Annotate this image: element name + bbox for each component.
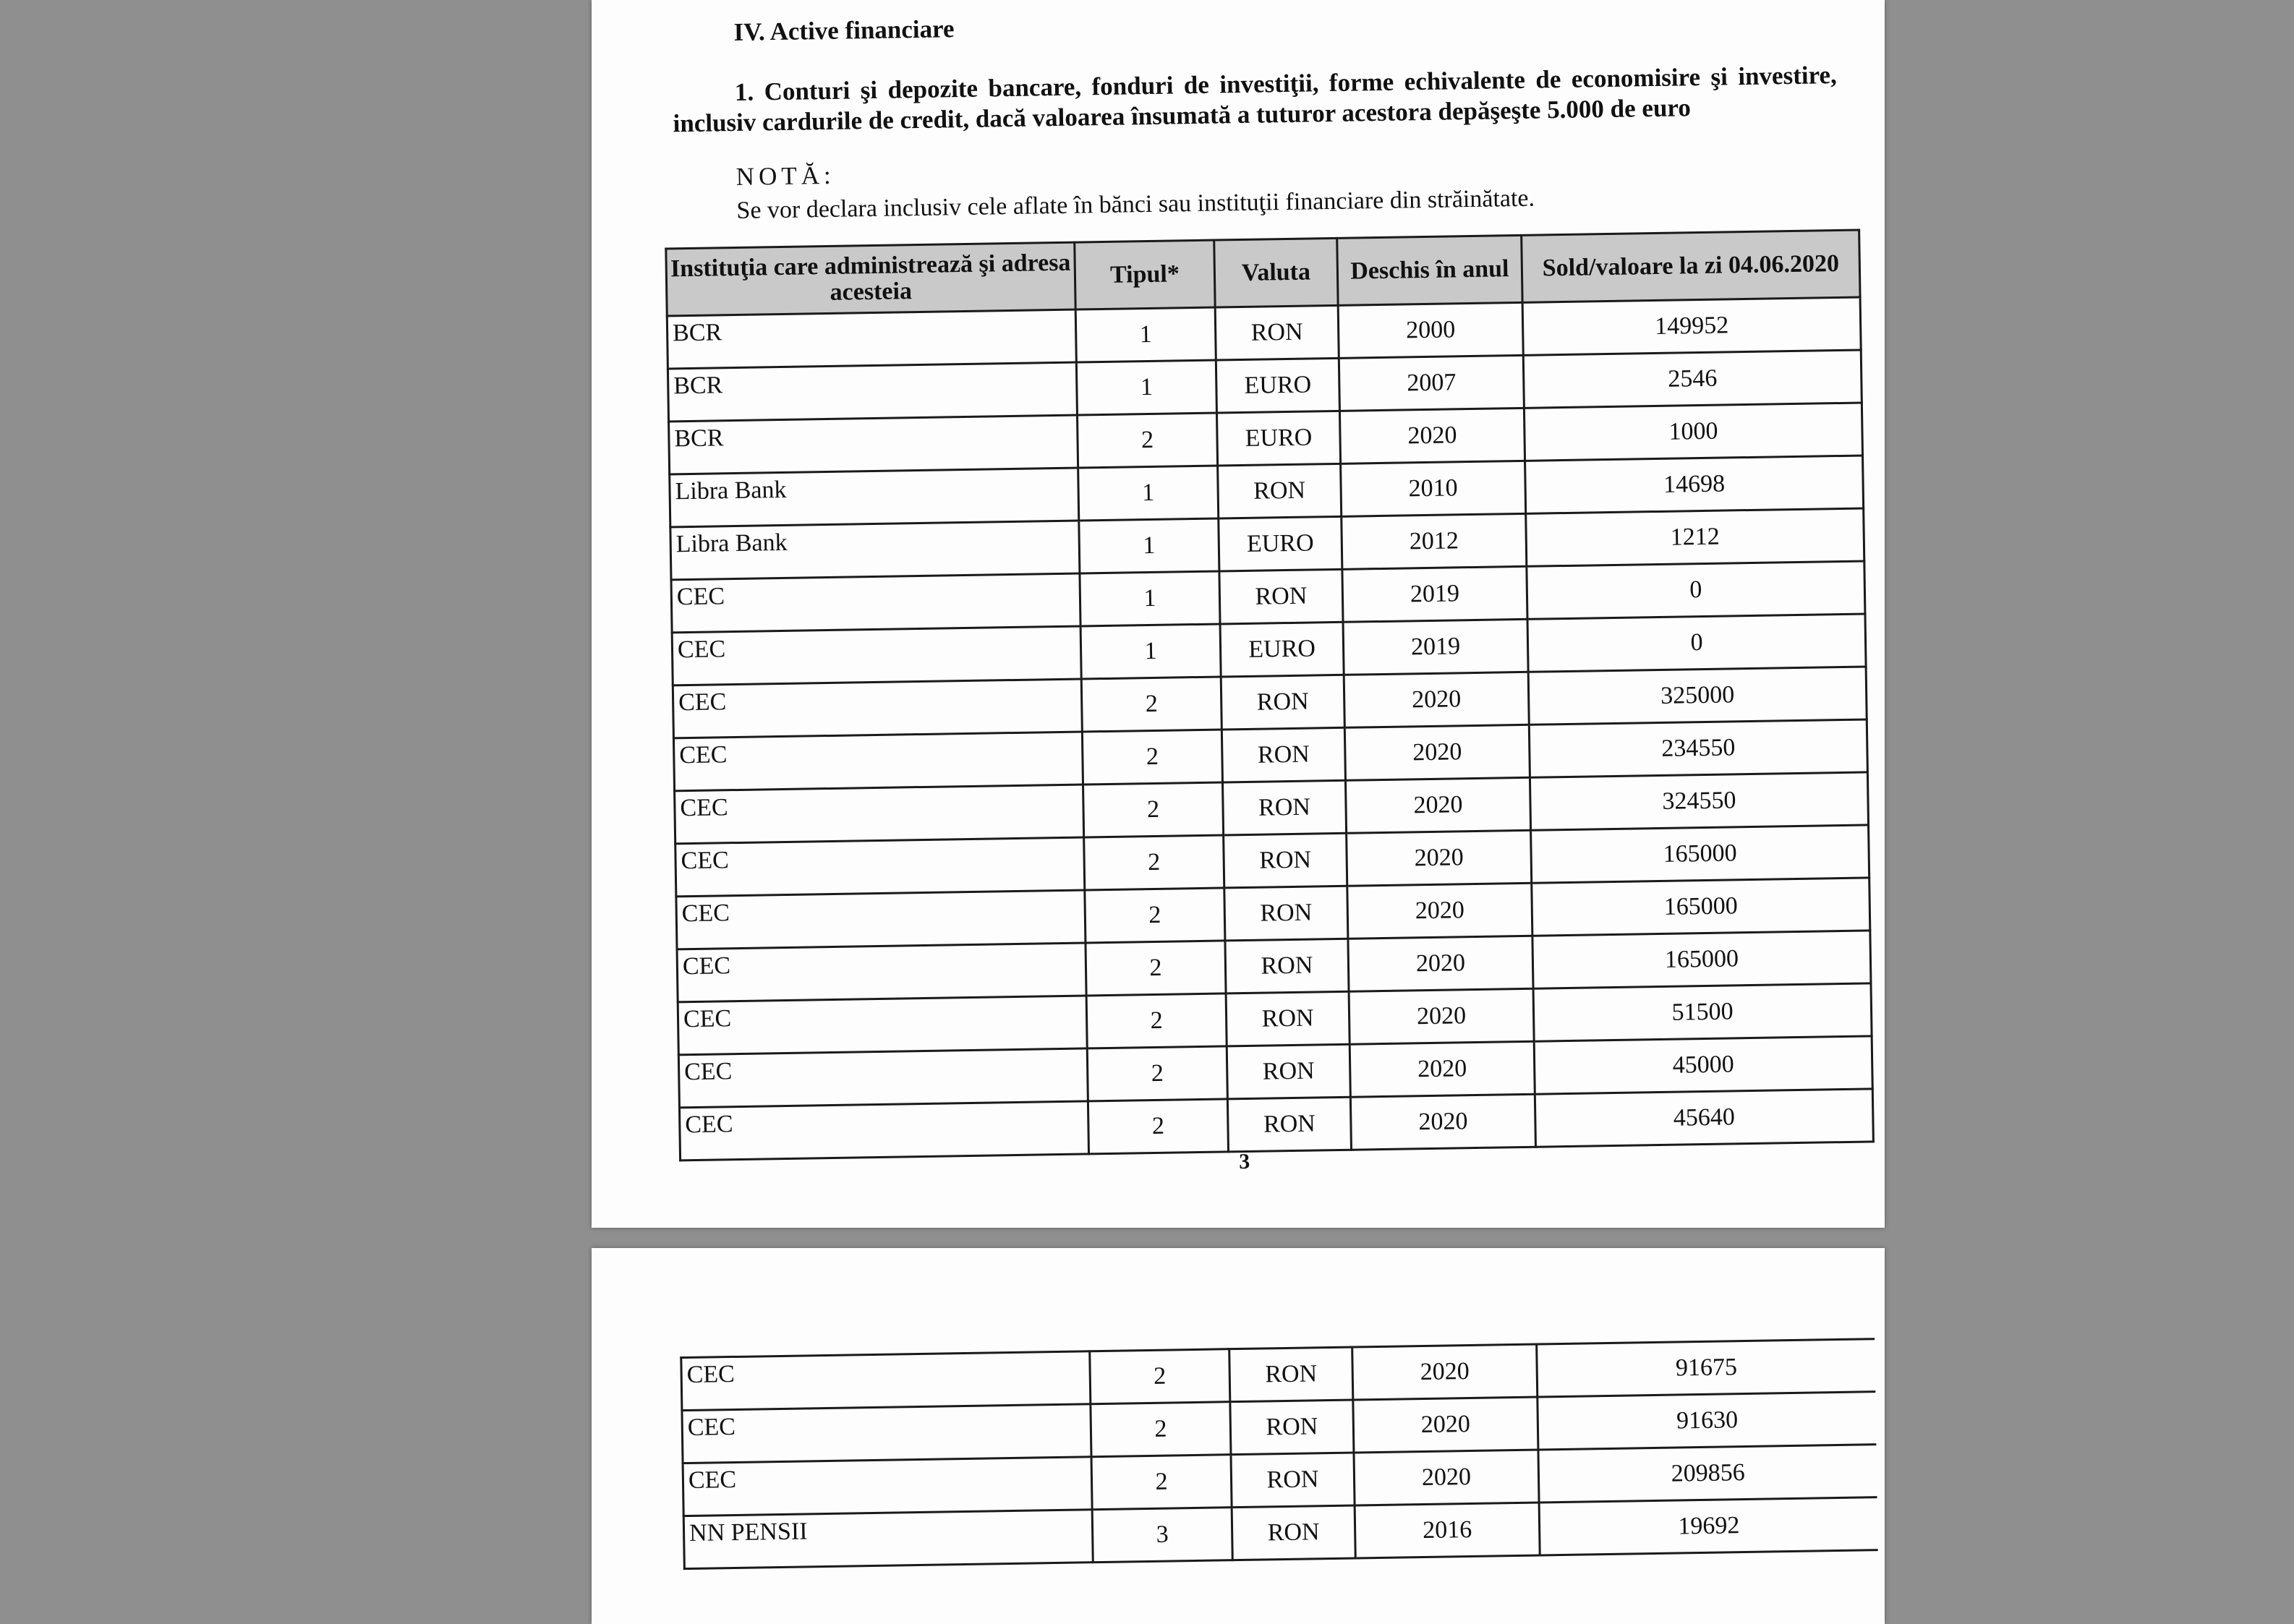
subsection-title: 1. Conturi şi depozite bancare, fonduri de investiţii, forme echivalente de economisire şi investire, inclusiv cardurile de credit, dacă valoarea însumată a tuturor acestora depăşeşte 5.000 de euro — [673, 61, 1838, 138]
cell-opened-year: 2019 — [1342, 566, 1527, 622]
cell-type: 1 — [1078, 466, 1219, 521]
cell-currency: RON — [1225, 939, 1349, 993]
cell-type: 1 — [1076, 360, 1216, 415]
cell-opened-year: 2007 — [1339, 355, 1524, 411]
financial-assets-table-continued — [680, 1338, 1877, 1570]
header-currency: Valuta — [1214, 238, 1338, 307]
cell-institution: CEC — [683, 1457, 1092, 1516]
cell-opened-year: 2020 — [1348, 936, 1533, 991]
cell-institution: CEC — [675, 837, 1085, 897]
cell-institution: BCR — [667, 309, 1076, 369]
cell-currency: RON — [1229, 1347, 1353, 1402]
cell-institution: CEC — [671, 573, 1080, 633]
cell-balance: 165000 — [1532, 878, 1870, 936]
cell-institution: CEC — [679, 1101, 1088, 1161]
cell-opened-year: 2020 — [1347, 883, 1532, 939]
cell-institution: CEC — [673, 679, 1082, 738]
cell-type: 2 — [1082, 730, 1222, 785]
cell-institution: CEC — [682, 1404, 1091, 1463]
cell-balance: 0 — [1527, 561, 1865, 619]
nota-label: NOTĂ: — [735, 161, 835, 191]
cell-balance: 234550 — [1529, 719, 1867, 777]
cell-currency: EURO — [1216, 358, 1339, 413]
cell-currency: EURO — [1219, 516, 1342, 571]
cell-opened-year: 2010 — [1341, 461, 1526, 516]
cell-balance: 2546 — [1523, 350, 1862, 408]
cell-currency: EURO — [1220, 622, 1344, 677]
cell-currency: RON — [1227, 1044, 1350, 1099]
cell-currency: EURO — [1216, 411, 1340, 466]
cell-currency: RON — [1224, 886, 1348, 941]
cell-balance: 1000 — [1524, 403, 1862, 461]
cell-opened-year: 2019 — [1343, 619, 1528, 675]
cell-opened-year: 2020 — [1353, 1397, 1538, 1453]
cell-balance: 19692 — [1539, 1497, 1877, 1555]
cell-institution: CEC — [678, 1048, 1088, 1108]
cell-institution: CEC — [678, 996, 1087, 1055]
cell-balance: 45640 — [1535, 1089, 1873, 1147]
cell-opened-year: 2016 — [1355, 1503, 1540, 1558]
cell-balance: 0 — [1527, 614, 1866, 672]
cell-opened-year: 2020 — [1344, 672, 1529, 727]
cell-type: 1 — [1079, 518, 1219, 573]
cell-opened-year: 2020 — [1349, 1041, 1535, 1097]
cell-balance: 165000 — [1531, 825, 1869, 883]
cell-currency: RON — [1218, 463, 1342, 518]
cell-institution: BCR — [668, 362, 1077, 422]
cell-balance: 91630 — [1538, 1392, 1876, 1450]
cell-opened-year: 2000 — [1338, 302, 1523, 358]
cell-institution: Libra Bank — [670, 521, 1080, 580]
header-balance: Sold/valoare la zi 04.06.2020 — [1522, 230, 1860, 302]
cell-balance: 324550 — [1530, 772, 1868, 830]
cell-institution: CEC — [677, 943, 1086, 1002]
cell-currency: RON — [1222, 780, 1346, 835]
cell-currency: RON — [1221, 675, 1344, 730]
cell-institution: CEC — [673, 732, 1083, 791]
cell-currency: RON — [1215, 305, 1339, 360]
cell-institution: BCR — [669, 415, 1078, 474]
cell-balance: 165000 — [1532, 931, 1871, 988]
cell-type: 2 — [1083, 782, 1224, 837]
cell-type: 2 — [1088, 1099, 1228, 1154]
cell-institution: CEC — [681, 1351, 1091, 1411]
cell-institution: CEC — [675, 785, 1084, 844]
cell-type: 2 — [1090, 1349, 1230, 1404]
cell-institution: CEC — [672, 626, 1081, 685]
cell-opened-year: 2020 — [1345, 777, 1530, 833]
cell-balance: 51500 — [1533, 983, 1872, 1041]
cell-balance: 149952 — [1522, 297, 1861, 355]
header-institution: Instituţia care administrează şi adresa acesteia — [666, 242, 1075, 316]
cell-type: 1 — [1080, 624, 1221, 679]
cell-type: 3 — [1092, 1508, 1232, 1563]
cell-balance: 14698 — [1525, 456, 1864, 513]
cell-opened-year: 2020 — [1349, 988, 1534, 1044]
nota-text: Se vor declara inclusiv cele aflate în bănci sau instituţii financiare din străinătate. — [736, 184, 1535, 224]
header-opened: Deschis în anul — [1337, 235, 1522, 305]
cell-balance: 1212 — [1526, 508, 1864, 566]
cell-currency: RON — [1230, 1400, 1354, 1455]
cell-opened-year: 2012 — [1342, 513, 1527, 569]
cell-type: 2 — [1087, 1046, 1227, 1101]
table-body — [667, 297, 1873, 1161]
page-number: 3 — [1238, 1149, 1250, 1174]
cell-institution: CEC — [676, 890, 1086, 949]
cell-type: 2 — [1091, 1402, 1231, 1457]
cell-opened-year: 2020 — [1347, 830, 1532, 886]
cell-currency: RON — [1227, 1097, 1351, 1152]
cell-currency: RON — [1219, 569, 1343, 624]
cell-opened-year: 2020 — [1344, 725, 1530, 780]
cell-currency: RON — [1224, 833, 1347, 888]
cell-type: 2 — [1085, 888, 1225, 943]
cell-opened-year: 2020 — [1350, 1094, 1535, 1150]
section-title: IV. Active financiare — [733, 14, 955, 46]
cell-currency: RON — [1232, 1505, 1355, 1560]
cell-balance: 45000 — [1534, 1036, 1872, 1094]
cell-opened-year: 2020 — [1354, 1450, 1539, 1505]
cell-type: 2 — [1081, 677, 1221, 732]
cell-institution: NN PENSII — [683, 1510, 1093, 1569]
cell-type: 2 — [1086, 941, 1226, 996]
cell-type: 2 — [1086, 993, 1227, 1048]
cell-type: 1 — [1075, 307, 1216, 362]
cell-currency: RON — [1226, 991, 1349, 1046]
cell-type: 1 — [1080, 571, 1220, 626]
cell-type: 2 — [1091, 1455, 1232, 1510]
cell-opened-year: 2020 — [1352, 1344, 1538, 1400]
cell-institution: Libra Bank — [670, 468, 1079, 527]
cell-currency: RON — [1221, 727, 1345, 782]
cell-balance: 209856 — [1538, 1445, 1877, 1503]
table-body-continued — [681, 1339, 1877, 1569]
document-page-2 — [592, 1248, 1885, 1624]
cell-currency: RON — [1231, 1453, 1355, 1508]
cell-balance: 91675 — [1537, 1339, 1875, 1397]
header-type: Tipul* — [1075, 240, 1215, 309]
document-page-1 — [592, 0, 1885, 1228]
cell-opened-year: 2020 — [1339, 408, 1525, 463]
cell-type: 2 — [1077, 413, 1217, 468]
financial-assets-table — [665, 229, 1875, 1162]
cell-balance: 325000 — [1528, 667, 1867, 725]
cell-type: 2 — [1084, 835, 1224, 890]
